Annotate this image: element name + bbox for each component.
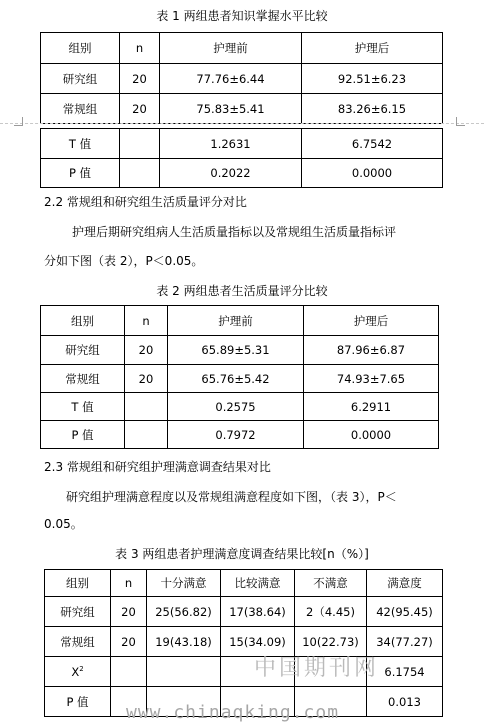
- page-corner-mark: [14, 117, 23, 126]
- table-cell: 20: [125, 365, 168, 393]
- table1-caption: 表 1 两组患者知识掌握水平比较: [156, 9, 328, 23]
- table-cell: 0.0000: [304, 421, 439, 449]
- table-cell: 42(95.45): [367, 597, 443, 627]
- paragraph-line: 研究组护理满意程度以及常规组满意程度如下图，（表 3），P＜: [66, 490, 397, 504]
- table-cell: 25(56.82): [147, 597, 221, 627]
- table-row: [41, 365, 439, 393]
- table-cell: 20: [120, 64, 160, 94]
- table-cell: 74.93±7.65: [304, 365, 439, 393]
- table-cell: P 值: [41, 159, 120, 188]
- chi-superscript: 2: [79, 664, 84, 673]
- header-satisfaction-rate: 满意度: [367, 570, 443, 597]
- page-corner-mark: [456, 117, 465, 126]
- table-cell: 常规组: [41, 365, 125, 393]
- paragraph-line: 护理后期研究组病人生活质量指标以及常规组生活质量指标评: [72, 225, 397, 239]
- header-before: 护理前: [168, 306, 304, 336]
- p-value-label: P 值: [45, 687, 111, 717]
- table-row: [41, 421, 439, 449]
- header-dissatisfied: 不满意: [295, 570, 367, 597]
- table2-caption: 表 2 两组患者生活质量评分比较: [156, 284, 328, 298]
- table-row: [41, 64, 443, 94]
- header-n: n: [111, 570, 147, 597]
- header-n: n: [120, 33, 160, 64]
- table-cell: 6.7542: [302, 129, 443, 159]
- p-value: 0.013: [367, 687, 443, 717]
- page-break-line: [0, 123, 484, 124]
- paragraph-line: 0.05。: [44, 517, 83, 531]
- chi-square-label: [45, 657, 111, 687]
- table-cell: 0.0000: [302, 159, 443, 188]
- watermark-url: www.chinaqking.com: [126, 702, 340, 723]
- table-cell: 17(38.64): [221, 597, 295, 627]
- table-cell: 65.76±5.42: [168, 365, 304, 393]
- table-cell: 19(43.18): [147, 627, 221, 657]
- table3-caption: 表 3 两组患者护理满意度调查结果比较[n（%）]: [115, 547, 369, 561]
- table-cell: 77.76±6.44: [160, 64, 302, 94]
- table-cell: T 值: [41, 129, 120, 159]
- table-cell: 20: [111, 597, 147, 627]
- table1: [40, 32, 443, 124]
- table-cell: P 值: [41, 421, 125, 449]
- paragraph-line: 分如下图（表 2），P＜0.05。: [44, 254, 204, 268]
- watermark-logo-text: 中国期刊网: [254, 656, 380, 681]
- table-cell: [125, 421, 168, 449]
- table-cell: 92.51±6.23: [302, 64, 443, 94]
- section-heading: 2.3 常规组和研究组护理满意调查结果对比: [44, 460, 271, 474]
- table-cell: 0.2022: [160, 159, 302, 188]
- table-cell: 常规组: [45, 627, 111, 657]
- table-cell: 研究组: [41, 336, 125, 365]
- table-cell: 83.26±6.15: [302, 94, 443, 124]
- table-cell: 15(34.09): [221, 627, 295, 657]
- table-row: [41, 159, 443, 188]
- header-before: 护理前: [160, 33, 302, 64]
- table-cell: 75.83±5.41: [160, 94, 302, 124]
- table-row: [41, 94, 443, 124]
- table-cell: 常规组: [41, 94, 120, 124]
- table2: [40, 305, 439, 449]
- table-cell: 6.2911: [304, 393, 439, 421]
- table-cell: [120, 129, 160, 159]
- header-n: n: [125, 306, 168, 336]
- table-cell: [120, 159, 160, 188]
- table-cell: 34(77.27): [367, 627, 443, 657]
- chi-square-value: 6.1754: [367, 657, 443, 687]
- table-cell: [125, 393, 168, 421]
- table-cell: 20: [120, 94, 160, 124]
- table-row: [45, 597, 443, 627]
- table-row: [41, 129, 443, 159]
- header-group: 组别: [41, 306, 125, 336]
- table-cell: [147, 657, 221, 687]
- table-cell: [111, 657, 147, 687]
- table-cell: 65.89±5.31: [168, 336, 304, 365]
- header-group: 组别: [41, 33, 120, 64]
- table-cell: 研究组: [45, 597, 111, 627]
- section-heading: 2.2 常规组和研究组生活质量评分对比: [44, 195, 247, 209]
- table-cell: 研究组: [41, 64, 120, 94]
- header-group: 组别: [45, 570, 111, 597]
- table-row: [41, 336, 439, 365]
- table1-stats: [40, 128, 443, 188]
- table-row: [45, 657, 443, 687]
- table-cell: 20: [125, 336, 168, 365]
- table-cell: 87.96±6.87: [304, 336, 439, 365]
- table-cell: 20: [111, 627, 147, 657]
- table-cell: 1.2631: [160, 129, 302, 159]
- table-row: [45, 627, 443, 657]
- chi-symbol: X: [71, 664, 80, 679]
- table3: [44, 569, 443, 717]
- header-after: 护理后: [302, 33, 443, 64]
- table-cell: 0.7972: [168, 421, 304, 449]
- table-cell: 10(22.73): [295, 627, 367, 657]
- table-row: [41, 393, 439, 421]
- table-cell: 0.2575: [168, 393, 304, 421]
- header-very-satisfied: 十分满意: [147, 570, 221, 597]
- header-after: 护理后: [304, 306, 439, 336]
- table-cell: T 值: [41, 393, 125, 421]
- table-cell: 2（4.45): [295, 597, 367, 627]
- header-satisfied: 比较满意: [221, 570, 295, 597]
